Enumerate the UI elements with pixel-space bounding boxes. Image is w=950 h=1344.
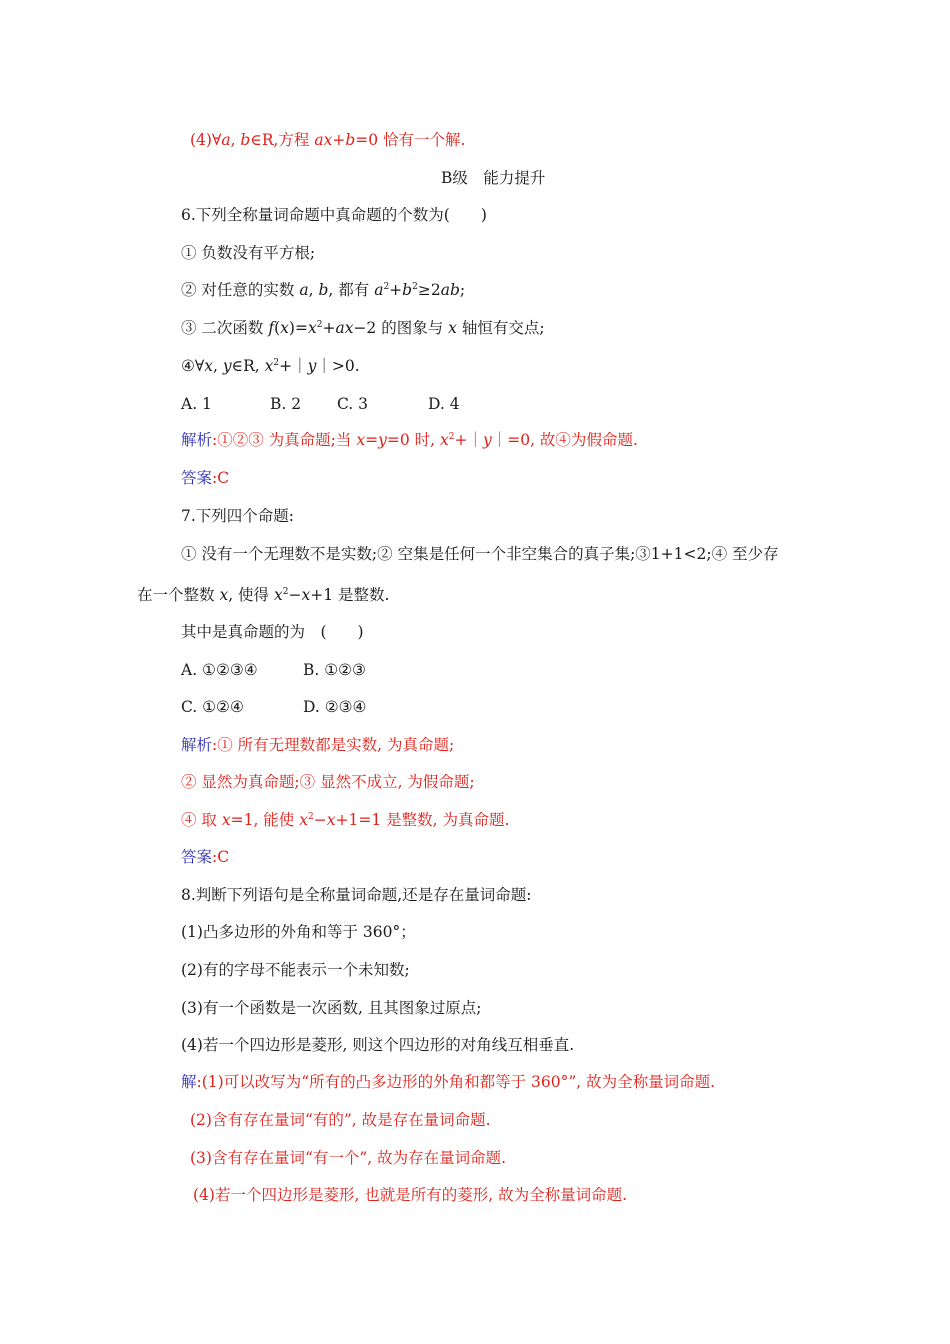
q7-option-b: B. ①②③	[303, 661, 366, 679]
q6-statement-1: ① 负数没有平方根;	[181, 244, 316, 262]
q8-solution-1: 解:(1)可以改写为“所有的凸多边形的外角和都等于 360°”, 故为全称量词命题.	[181, 1073, 716, 1091]
q8-stem: 8.判断下列语句是全称量词命题,还是存在量词命题:	[181, 886, 532, 904]
q7-propositions-line-2: 在一个整数 x, 使得 $x^2-x+1$ 是整数.	[137, 586, 390, 604]
q7-answer: 答案:C	[181, 848, 230, 866]
q6-option-a: A. 1	[181, 395, 212, 413]
q7-propositions-line-1: ① 没有一个无理数不是实数;② 空集是任何一个非空集合的真子集;③1+1<2;④ 至少存	[181, 545, 779, 563]
q8-item-3: (3)有一个函数是一次函数, 且其图象过原点;	[181, 999, 482, 1017]
q8-solution-2: (2)含有存在量词“有的”, 故是存在量词命题.	[190, 1111, 491, 1129]
q7-analysis-2: ② 显然为真命题;③ 显然不成立, 为假命题;	[181, 773, 475, 791]
q6-statement-2: ② 对任意的实数 a, b, 都有 $a^2+b^2\ge 2ab$;	[181, 281, 466, 299]
q7-option-d: D. ②③④	[303, 698, 367, 716]
q7-analysis-1: 解析:① 所有无理数都是实数, 为真命题;	[181, 736, 455, 754]
q8-item-2: (2)有的字母不能表示一个未知数;	[181, 961, 410, 979]
q8-solution-3: (3)含有存在量词“有一个”, 故为存在量词命题.	[190, 1149, 507, 1167]
q6-stem: 6.下列全称量词命题中真命题的个数为( )	[181, 206, 487, 224]
q6-option-c: C. 3	[337, 395, 369, 413]
section-title: B级 能力提升	[441, 169, 546, 187]
q7-option-c: C. ①②④	[181, 698, 244, 716]
q8-item-1: (1)凸多边形的外角和等于 360°；	[181, 923, 416, 941]
q7-question: 其中是真命题的为 ( )	[181, 623, 364, 641]
q6-analysis: 解析:①②③ 为真命题;当 x=y=0 时, $x^2+|y|=0$, 故④为假命题.	[181, 431, 638, 449]
q7-analysis-3: ④ 取 x=1, 能使 $x^2-x+1=1$ 是整数, 为真命题.	[181, 811, 510, 829]
q6-option-d: D. 4	[428, 395, 460, 413]
q8-solution-4: (4)若一个四边形是菱形, 也就是所有的菱形, 故为全称量词命题.	[193, 1186, 628, 1204]
q6-option-b: B. 2	[270, 395, 302, 413]
q7-option-a: A. ①②③④	[181, 661, 258, 679]
q8-item-4: (4)若一个四边形是菱形, 则这个四边形的对角线互相垂直.	[181, 1036, 575, 1054]
q6-answer: 答案:C	[181, 469, 230, 487]
q6-statement-4: ④∀x, y∈R, $x^2+|y|>0$.	[181, 357, 360, 375]
q7-stem: 7.下列四个命题:	[181, 507, 295, 525]
q5-item-4: (4)∀a, b∈R,方程 ax+b=0 恰有一个解.	[190, 131, 466, 149]
q6-statement-3: ③ 二次函数 $f(x)=x^2+ax-2$ 的图象与 x 轴恒有交点;	[181, 319, 545, 337]
